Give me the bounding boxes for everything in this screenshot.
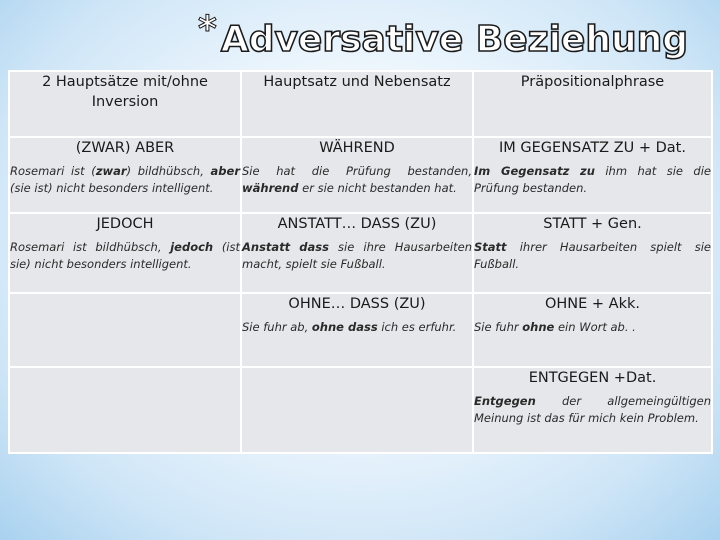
table-cell — [473, 213, 712, 293]
highlighted-connector: Im Gegensatz zu — [474, 164, 595, 178]
connector-keyword: JEDOCH — [96, 216, 154, 232]
table-row — [9, 137, 712, 213]
highlighted-connector: ohne dass — [311, 320, 378, 334]
empty-cell — [9, 293, 241, 367]
example-text: Sie fuhr ab, — [242, 320, 312, 334]
table-cell — [241, 213, 473, 293]
connector-keyword: OHNE + Akk. — [544, 296, 640, 312]
example-text: ihm hat sie die Prüfung bestanden. — [474, 164, 711, 195]
example-sentence — [474, 393, 711, 427]
column-header: Hauptsatz und Nebensatz — [241, 71, 473, 137]
example-sentence — [474, 163, 711, 197]
example-text: (sie ist) nicht besonders intelligent. — [10, 181, 214, 195]
connector-keyword: IM GEGENSATZ ZU + Dat. — [499, 140, 686, 156]
table-row — [9, 367, 712, 453]
asterisk-bullet-icon: * — [198, 9, 217, 50]
highlighted-connector: zwar — [95, 164, 127, 178]
highlighted-connector: jedoch — [170, 240, 214, 254]
table-cell — [241, 293, 473, 367]
example-text: ein Wort ab. . — [554, 320, 636, 334]
column-header: Präpositionalphrase — [473, 71, 712, 137]
header-row — [9, 71, 712, 137]
table-row — [9, 213, 712, 293]
example-text: ihrer Hausarbeiten spielt sie Fußball. — [474, 240, 711, 271]
highlighted-connector: ohne — [522, 320, 555, 334]
example-text: sie ihre Hausarbeiten macht, spielt sie Fußball. — [242, 240, 472, 271]
example-sentence — [474, 239, 711, 273]
connector-keyword: WÄHREND — [319, 140, 395, 156]
highlighted-connector: dass — [299, 240, 329, 254]
table-cell — [473, 293, 712, 367]
empty-cell — [241, 367, 473, 453]
example-sentence — [10, 163, 240, 197]
column-header: 2 Hauptsätze mit/ohne Inversion — [9, 71, 241, 137]
example-text: ich es erfuhr. — [377, 320, 457, 334]
example-sentence — [242, 163, 472, 197]
highlighted-connector: während — [242, 181, 299, 195]
table-cell — [9, 137, 241, 213]
example-text: ) bildhübsch, — [126, 164, 211, 178]
table-cell — [473, 137, 712, 213]
example-text: Sie hat die Prüfung bestanden, — [242, 164, 472, 178]
connector-keyword: STATT + Gen. — [543, 216, 642, 232]
table-row — [9, 293, 712, 367]
example-text: Rosemari ist bildhübsch, — [10, 240, 171, 254]
highlighted-connector: Anstatt — [242, 240, 291, 254]
example-sentence — [242, 239, 472, 273]
example-sentence — [10, 239, 240, 273]
example-text: Sie fuhr — [474, 320, 523, 334]
table-cell — [9, 213, 241, 293]
title-text: Adversative Beziehung — [220, 19, 689, 60]
example-sentence — [474, 319, 711, 336]
table-cell — [241, 137, 473, 213]
example-text: er sie nicht bestanden hat. — [298, 181, 457, 195]
empty-cell — [9, 367, 241, 453]
table-cell — [473, 367, 712, 453]
highlighted-connector: Entgegen — [474, 394, 536, 408]
table-body — [9, 137, 712, 453]
highlighted-connector: aber — [210, 164, 240, 178]
example-text: Rosemari ist ( — [10, 164, 96, 178]
adversative-table — [8, 70, 713, 454]
connector-keyword: OHNE… DASS (ZU) — [288, 296, 426, 312]
example-text — [290, 240, 299, 254]
connector-keyword: ENTGEGEN +Dat. — [528, 370, 657, 386]
example-text: (ist sie) nicht besonders intelligent. — [10, 240, 240, 271]
example-text: der allgemeingültigen Meinung ist das für mich kein Problem. — [474, 394, 711, 425]
example-sentence — [242, 319, 472, 336]
slide-title — [198, 9, 689, 70]
connector-keyword: ANSTATT… DASS (ZU) — [277, 216, 437, 232]
highlighted-connector: Statt — [474, 240, 507, 254]
connector-keyword: (ZWAR) ABER — [75, 140, 175, 156]
